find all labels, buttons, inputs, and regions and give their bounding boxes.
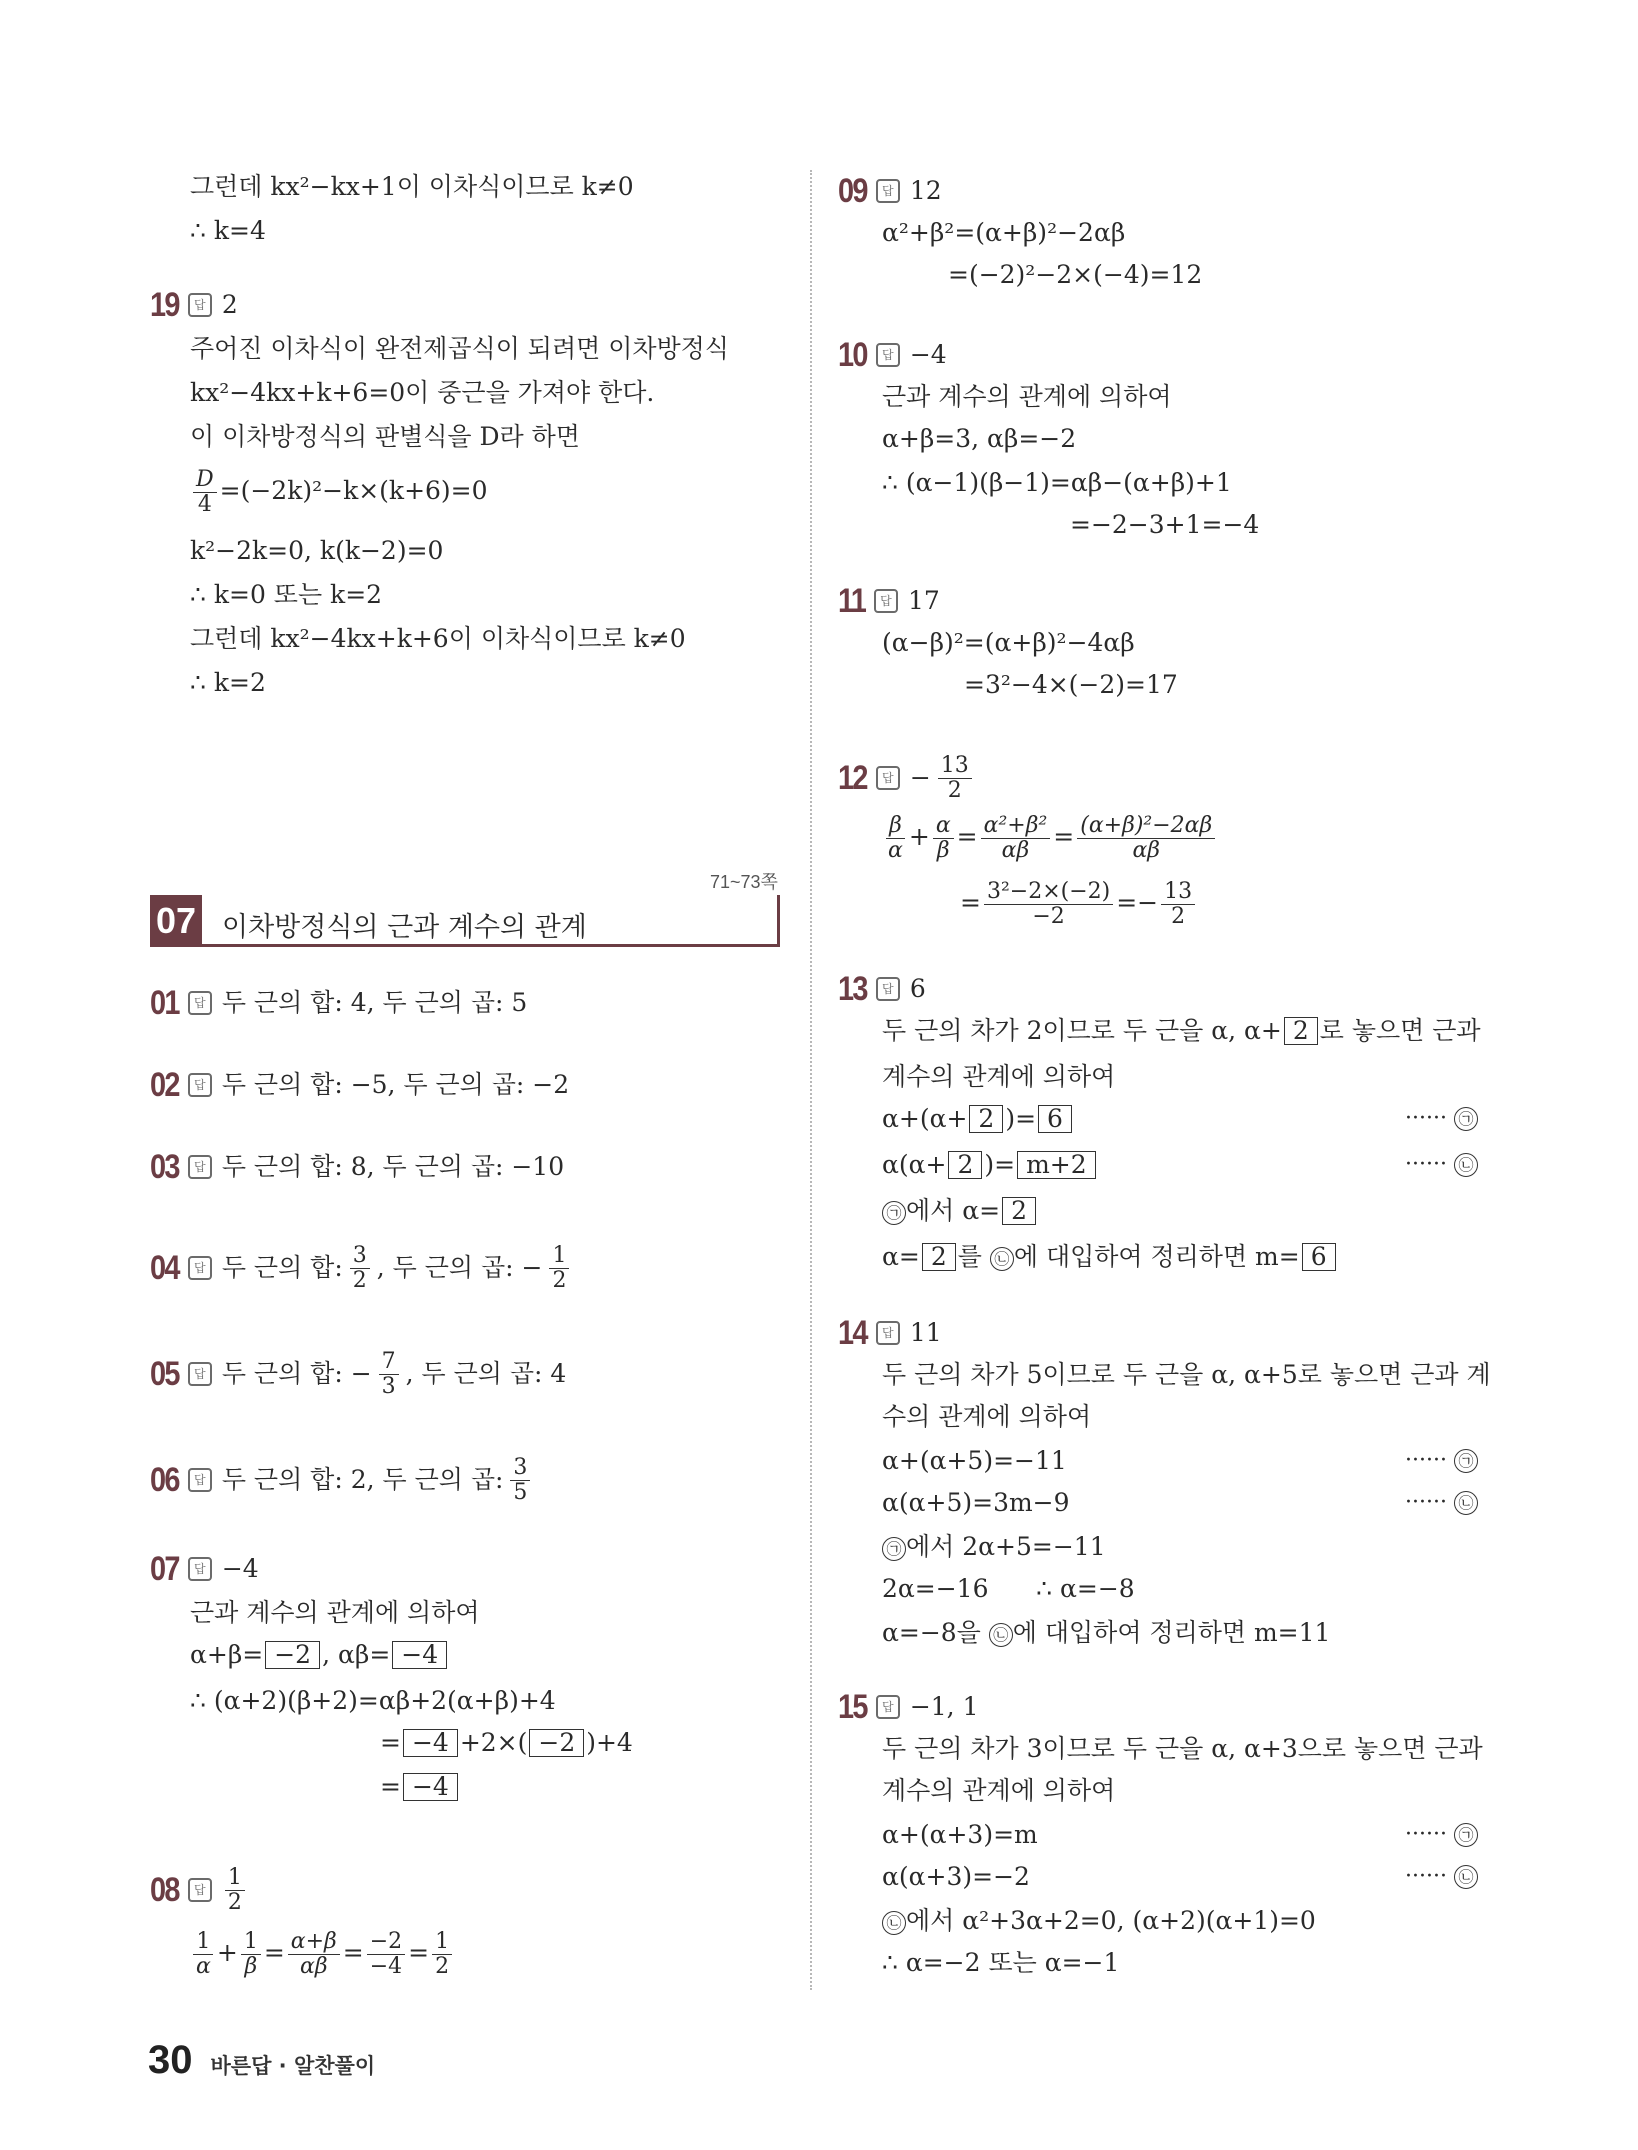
fraction: $\frac{3}{5}$: [510, 1456, 530, 1505]
answer-icon: 답: [188, 1073, 212, 1097]
answer-icon: 답: [876, 179, 900, 203]
answer-value: −1, 1: [909, 1692, 979, 1721]
answer-icon: 답: [876, 1695, 900, 1719]
answer-icon: 답: [188, 1155, 212, 1179]
equation-line: α(α+ 2 )= m+2 ······ ㉡: [882, 1148, 1478, 1182]
equation-line: ∴ (α+2)(β+2)=αβ+2(α+β)+4: [190, 1686, 556, 1715]
answer-box: 6: [1038, 1105, 1072, 1133]
equation-line: α+(α+ 2 )= 6 ······ ㉠: [882, 1102, 1478, 1136]
equation-line: α= 2 를 ㉡ 에 대입하여 정리하면 m= 6: [882, 1240, 1338, 1274]
fraction: $\frac{D}{4}$: [193, 468, 217, 517]
answer-text: 두 근의 합: 2, 두 근의 곱:: [221, 1465, 504, 1494]
marker-2-icon: ㉡: [882, 1911, 906, 1935]
marker-2-icon: ㉡: [1454, 1153, 1478, 1177]
text-line: 이 이차방정식의 판별식을 D라 하면: [190, 422, 580, 451]
problem-11-header: [838, 584, 940, 618]
answer-icon: 답: [188, 991, 212, 1015]
fraction: $\frac{\text{(α+β)²−2αβ}}{\alpha\beta}$: [1077, 814, 1215, 863]
fraction: $\frac{-2}{-4}$: [367, 1930, 405, 1979]
equation-line: =3²−4×(−2)=17: [964, 670, 1178, 699]
problem-number: 01: [150, 984, 179, 1022]
problem-13-header: [838, 972, 926, 1006]
section-title: 이차방정식의 근과 계수의 관계: [222, 912, 587, 943]
answer-box: m+2: [1017, 1151, 1096, 1179]
equation-line: ㉡ 에서 α²+3α+2=0, (α+2)(α+1)=0: [882, 1904, 1316, 1938]
fraction: $\frac{7}{3}$: [379, 1350, 399, 1399]
marker-2-icon: ㉡: [989, 1623, 1013, 1647]
equation-line: $\frac{D}{4}$ =(−2k)²−k×(k+6)=0: [190, 468, 488, 524]
text-line: kx²−4kx+k+6=0이 중근을 가져야 한다.: [190, 378, 655, 407]
answer-box: −2: [529, 1729, 584, 1757]
answer-value: 11: [909, 1318, 942, 1347]
answer-icon: 답: [876, 343, 900, 367]
equation-line: ㉠ 에서 2α+5=−11: [882, 1530, 1106, 1564]
equation-line: = −4 +2×( −2 )+4: [380, 1728, 633, 1757]
text-line: k²−2k=0, k(k−2)=0: [190, 536, 444, 565]
problem-02: [150, 1068, 569, 1102]
equation-line: = $\frac{\text{3²−2×(−2)}}{-2}$ =− $\frac{13}{2}$: [960, 880, 1198, 936]
marker-1-icon: ㉠: [1454, 1449, 1478, 1473]
answer-value: 17: [907, 586, 940, 615]
problem-number: 08: [150, 1871, 179, 1909]
fraction: $\frac{1}{2}$: [225, 1866, 245, 1915]
problem-12-header: [838, 750, 975, 806]
fraction: $\frac{\alpha}{\beta}$: [933, 814, 954, 863]
equation-line: α+(α+5)=−11 ······ ㉠: [882, 1444, 1478, 1478]
equation-line: ㉠ 에서 α= 2: [882, 1194, 1038, 1228]
problem-07-header: [150, 1552, 259, 1586]
equation-line: α²+β²=(α+β)²−2αβ: [882, 218, 1126, 247]
answer-text: 두 근의 합:: [221, 1253, 343, 1282]
problem-number: 10: [838, 336, 867, 374]
text-line: 근과 계수의 관계에 의하여: [190, 1598, 480, 1627]
fraction: $\frac{1}{2}$: [549, 1244, 569, 1293]
section-end-tick: [777, 895, 780, 947]
text-line: 근과 계수의 관계에 의하여: [882, 382, 1172, 411]
text-line: ∴ k=4: [190, 216, 266, 245]
equation-line: ∴ α=−2 또는 α=−1: [882, 1948, 1120, 1977]
answer-box: −4: [403, 1729, 458, 1757]
marker-1-icon: ㉠: [1454, 1107, 1478, 1131]
marker-1-icon: ㉠: [882, 1537, 906, 1561]
fraction: $\frac{\text{3²−2×(−2)}}{-2}$: [984, 880, 1113, 929]
answer-value: −: [909, 763, 931, 792]
answer-icon: 답: [188, 1878, 212, 1902]
problem-number: 14: [838, 1314, 867, 1352]
answer-icon: 답: [188, 1468, 212, 1492]
problem-number: 09: [838, 172, 867, 210]
fraction: $\frac{3}{2}$: [350, 1244, 370, 1293]
answer-box: 6: [1302, 1243, 1336, 1271]
problem-04: [150, 1240, 572, 1296]
text-line: 수의 관계에 의하여: [882, 1402, 1092, 1431]
problem-number: 12: [838, 759, 867, 797]
problem-number: 07: [150, 1550, 179, 1588]
marker-1-icon: ㉠: [1454, 1823, 1478, 1847]
text-line: ∴ k=2: [190, 668, 266, 697]
fraction: $\frac{13}{2}$: [938, 754, 972, 803]
equation-line: ∴ (α−1)(β−1)=αβ−(α+β)+1: [882, 468, 1232, 497]
fraction: $\frac{13}{2}$: [1161, 880, 1195, 929]
problem-08-header: [150, 1862, 248, 1918]
problem-01: [150, 986, 527, 1020]
answer-box: 2: [1284, 1017, 1318, 1045]
equation-line: α=−8을 ㉡ 에 대입하여 정리하면 m=11: [882, 1618, 1331, 1647]
problem-number: 02: [150, 1066, 179, 1104]
text-line: 계수의 관계에 의하여: [882, 1776, 1116, 1805]
text-line: 주어진 이차식이 완전제곱식이 되려면 이차방정식: [190, 334, 729, 363]
equation-line: α+β= −2 , αβ= −4: [190, 1638, 449, 1672]
marker-2-icon: ㉡: [990, 1247, 1014, 1271]
marker-2-icon: ㉡: [1454, 1865, 1478, 1889]
answer-box: −2: [265, 1641, 320, 1669]
answer-box: 2: [969, 1105, 1003, 1133]
text-line: 그런데 kx²−4kx+k+6이 이차식이므로 k≠0: [190, 624, 686, 653]
answer-text: 두 근의 합: 4, 두 근의 곱: 5: [221, 988, 528, 1017]
book-title: 바른답 · 알찬풀이: [210, 2054, 376, 2078]
equation-line: =(−2)²−2×(−4)=12: [948, 260, 1203, 289]
answer-icon: 답: [188, 1557, 212, 1581]
answer-text: 두 근의 합: −: [221, 1359, 372, 1388]
answer-icon: 답: [188, 293, 212, 317]
equation-line: 2α=−16 ∴ α=−8: [882, 1574, 1135, 1603]
answer-icon: 답: [874, 589, 898, 613]
problem-number: 15: [838, 1688, 867, 1726]
page-number: 30: [148, 2038, 193, 2082]
fraction: $\frac{\alpha+\beta}{\alpha\beta}$: [288, 1930, 340, 1979]
problem-03: [150, 1150, 564, 1184]
section-header: [150, 895, 780, 947]
page-footer: [148, 2038, 375, 2083]
fraction: $\frac{1}{\beta}$: [241, 1930, 261, 1979]
answer-box: 2: [1002, 1197, 1036, 1225]
problem-number: 03: [150, 1148, 179, 1186]
answer-text: 두 근의 합: −5, 두 근의 곱: −2: [221, 1070, 570, 1099]
fraction: $\frac{1}{2}$: [432, 1930, 452, 1979]
fraction: $\frac{\text{α²+β²}}{\alpha\beta}$: [981, 814, 1051, 863]
answer-icon: 답: [876, 1321, 900, 1345]
problem-09-header: [838, 174, 942, 208]
text-line: 두 근의 차가 2이므로 두 근을 α, α+ 2 로 놓으면 근과: [882, 1016, 1481, 1045]
fraction: $\frac{1}{\alpha}$: [193, 1930, 214, 1979]
answer-value: 6: [909, 974, 926, 1003]
answer-value: −4: [221, 1554, 259, 1583]
section-number: 07: [150, 895, 202, 947]
answer-value: 2: [221, 290, 238, 319]
problem-number: 11: [838, 582, 866, 620]
marker-1-icon: ㉠: [882, 1201, 906, 1225]
section-page-range: 71~73쪽: [710, 872, 778, 892]
answer-text: , 두 근의 곱: −: [376, 1253, 543, 1282]
equation-line: α+β=3, αβ=−2: [882, 424, 1077, 453]
marker-2-icon: ㉡: [1454, 1491, 1478, 1515]
equation-line: $\frac{\beta}{\alpha}$ + $\frac{\alpha}{\beta}$ = $\frac{\text{α²+β²}}{\alpha\beta}$ = $\frac{\text{(α+β)²−2αβ}}{\alpha\beta}$: [882, 814, 1218, 870]
problem-number: 19: [150, 286, 179, 324]
answer-box: 2: [922, 1243, 956, 1271]
problem-number: 06: [150, 1461, 179, 1499]
answer-icon: 답: [188, 1256, 212, 1280]
equation-line: (α−β)²=(α+β)²−4αβ: [882, 628, 1135, 657]
equation-line: = −4: [380, 1770, 460, 1804]
equation-line: $\frac{1}{\alpha}$ + $\frac{1}{\beta}$ = $\frac{\alpha+\beta}{\alpha\beta}$ = $\frac{-2}{-4}$ = $\frac{1}{2}$: [190, 1930, 455, 1986]
problem-number: 05: [150, 1355, 179, 1393]
answer-value: −4: [909, 340, 947, 369]
answer-icon: 답: [188, 1362, 212, 1386]
problem-15-header: [838, 1690, 978, 1724]
answer-icon: 답: [876, 977, 900, 1001]
text-line: 두 근의 차가 5이므로 두 근을 α, α+5로 놓으면 근과 계: [882, 1360, 1491, 1389]
problem-number: 13: [838, 970, 867, 1008]
answer-box: 2: [948, 1151, 982, 1179]
problem-14-header: [838, 1316, 942, 1350]
fraction: $\frac{\beta}{\alpha}$: [888, 813, 903, 863]
answer-box: −4: [392, 1641, 447, 1669]
answer-value: 12: [909, 176, 942, 205]
column-divider: [810, 170, 812, 1990]
text-line: 계수의 관계에 의하여: [882, 1062, 1116, 1091]
answer-text: , 두 근의 곱: 4: [405, 1359, 567, 1388]
equation-line: α(α+3)=−2 ······ ㉡: [882, 1860, 1478, 1894]
section-underline: [202, 944, 780, 947]
problem-05: [150, 1346, 566, 1402]
text-line: 그런데 kx²−kx+1이 이차식이므로 k≠0: [190, 172, 634, 201]
equation-line: α+(α+3)=m ······ ㉠: [882, 1818, 1478, 1852]
answer-box: −4: [403, 1773, 458, 1801]
problem-06: [150, 1452, 533, 1508]
answer-icon: 답: [876, 766, 900, 790]
equation-line: α(α+5)=3m−9 ······ ㉡: [882, 1486, 1478, 1520]
problem-number: 04: [150, 1249, 179, 1287]
problem-19-header: [150, 288, 238, 322]
equation-line: =−2−3+1=−4: [1070, 510, 1260, 539]
answer-text: 두 근의 합: 8, 두 근의 곱: −10: [221, 1152, 565, 1181]
problem-10-header: [838, 338, 947, 372]
text-line: 두 근의 차가 3이므로 두 근을 α, α+3으로 놓으면 근과: [882, 1734, 1483, 1763]
text-line: ∴ k=0 또는 k=2: [190, 580, 383, 609]
